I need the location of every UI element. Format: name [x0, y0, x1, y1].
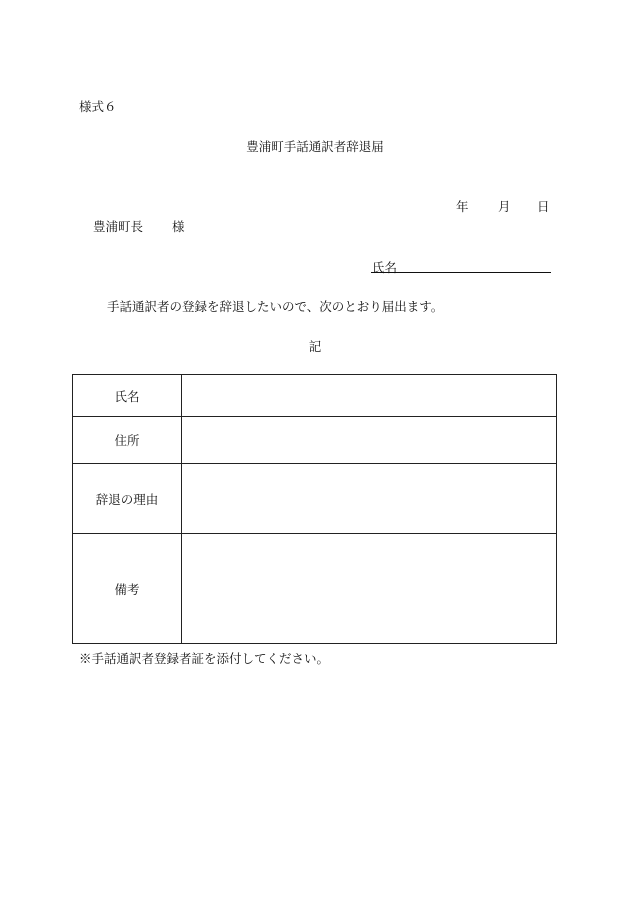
address-label: 住所: [73, 417, 182, 464]
addressee-honorific: 様: [172, 219, 185, 234]
table-row-address: [73, 417, 557, 464]
reason-field[interactable]: [182, 464, 557, 534]
reason-label: 辞退の理由: [73, 464, 182, 534]
addressee-name: 豊浦町長: [93, 219, 144, 234]
date-month-label: 月: [498, 199, 511, 214]
date-year-label: 年: [456, 199, 469, 214]
info-table: [72, 374, 557, 644]
statement-text: 手話通訳者の登録を辞退したいので、次のとおり届出ます。: [107, 299, 444, 314]
footnote-text: ※手話通訳者登録者証を添付してください。: [79, 651, 330, 666]
remarks-field[interactable]: [182, 534, 557, 644]
signature-label: 氏名: [372, 260, 398, 275]
document-title: 豊浦町手話通訳者辞退届: [246, 139, 384, 154]
date-day-label: 日: [537, 199, 550, 214]
table-row-remarks: [73, 534, 557, 644]
signature-field[interactable]: [371, 258, 551, 273]
remarks-label: 備考: [73, 534, 182, 644]
form-number: 様式６: [79, 99, 117, 114]
table-row-reason: [73, 464, 557, 534]
notation-heading: 記: [308, 339, 322, 354]
name-field[interactable]: [182, 375, 557, 417]
address-field[interactable]: [182, 417, 557, 464]
table-row-name: [73, 375, 557, 417]
name-label: 氏名: [73, 375, 182, 417]
